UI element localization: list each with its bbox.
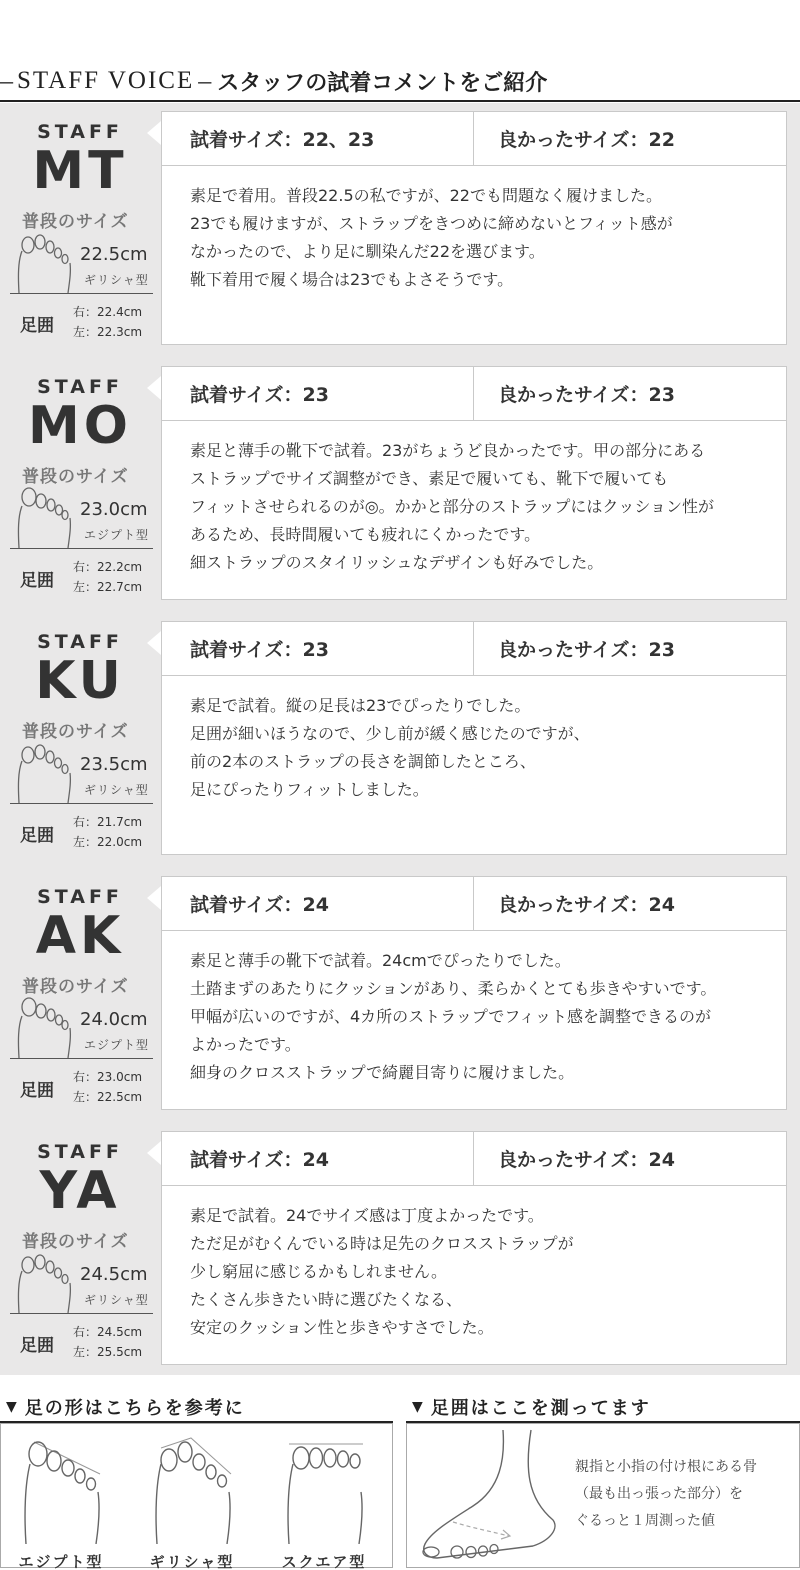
foot-type: エジプト型: [84, 1038, 150, 1052]
comment-bubble: [161, 621, 787, 855]
measure-description: [575, 1454, 757, 1535]
foot-type: エジプト型: [84, 528, 150, 542]
profile-divider: [10, 1313, 153, 1314]
comment-bubble: [161, 111, 787, 345]
comment-line: 素足と薄手の靴下で試着。24cmでぴったりでした。: [190, 951, 571, 970]
comment-line: 土踏まずのあたりにクッションがあり、柔らかくとても歩きやすいです。: [190, 979, 717, 998]
size-row: [162, 877, 786, 931]
staff-card: [0, 358, 800, 594]
profile-divider: [10, 293, 153, 294]
comment-line: ストラップでサイズ調整ができ、素足で履いても、靴下で履いても: [190, 469, 669, 488]
staff-comment: [190, 437, 780, 577]
bubble-tail: [147, 121, 161, 145]
heading-title-jp: スタッフの試着コメントをご紹介: [217, 70, 548, 96]
shape-label: エジプト型: [18, 1553, 104, 1570]
staff-card: [0, 1123, 800, 1359]
staff-initials: MO: [28, 396, 132, 456]
staff-initials: YA: [39, 1161, 121, 1221]
staff-profile: [0, 613, 160, 849]
comment-line: 細身のクロスストラップで綺麗目寄りに履けました。: [190, 1063, 575, 1082]
girth-left: 左：22.5cm: [73, 1090, 143, 1104]
comment-line: 前の2本のストラップの長さを調節したところ、: [190, 752, 536, 771]
girth-label: 足囲: [20, 571, 54, 591]
bubble-tail: [147, 631, 161, 655]
foot-type: ギリシャ型: [84, 783, 149, 797]
comment-line: 甲幅が広いのですが、4カ所のストラップでフィット感を調整できるのが: [190, 1007, 712, 1026]
staff-profile: [0, 868, 160, 1104]
comment-line: 素足と薄手の靴下で試着。23がちょうど良かったです。甲の部分にある: [190, 441, 706, 460]
staff-label: STAFF: [37, 631, 123, 653]
girth-label: 足囲: [20, 1081, 54, 1101]
tried-size: 試着サイズ：24: [162, 1132, 474, 1185]
girth-label: 足囲: [20, 1336, 54, 1356]
triangle-down-icon: ▼: [6, 1399, 19, 1415]
usual-size-value: 22.5cm: [80, 244, 148, 265]
good-size: 良かったサイズ：23: [498, 639, 675, 661]
girth-right: 右：22.2cm: [73, 560, 143, 574]
foot-side-illustration: [413, 1428, 568, 1564]
staff-card: [0, 613, 800, 849]
comment-line: 細ストラップのスタイリッシュなデザインも好みでした。: [190, 553, 604, 572]
good-size: 良かったサイズ：22: [498, 129, 675, 151]
tried-size: 試着サイズ：23: [162, 367, 474, 420]
heading-dash-left: –: [0, 66, 13, 95]
size-row: [162, 367, 786, 421]
usual-size-value: 24.5cm: [80, 1264, 148, 1285]
section-heading: [0, 62, 800, 102]
comment-bubble: [161, 1131, 787, 1365]
foot-shapes-title: 足の形はこちらを参考に: [24, 1398, 245, 1419]
square-shape: [269, 1434, 379, 1569]
girth-right: 右：21.7cm: [73, 815, 143, 829]
size-row: [162, 622, 786, 676]
usual-size-value: 23.5cm: [80, 754, 148, 775]
staff-initials: KU: [35, 651, 125, 711]
comment-line: 素足で着用。普段22.5の私ですが、22でも問題なく履けました。: [190, 186, 662, 205]
tried-size: 試着サイズ：23: [162, 622, 474, 675]
girth-label: 足囲: [20, 826, 54, 846]
measure-line: ぐるっと１周測った値: [575, 1513, 715, 1529]
egyptian-foot-icon: [14, 486, 74, 548]
shape-label: スクエア型: [281, 1553, 367, 1570]
comment-line: 素足で試着。縦の足長は23でぴったりでした。: [190, 696, 531, 715]
comment-bubble: [161, 876, 787, 1110]
bubble-tail: [147, 376, 161, 400]
usual-size-label: 普段のサイズ: [22, 977, 129, 997]
foot-type: ギリシャ型: [84, 273, 149, 287]
staff-comment: [190, 692, 780, 804]
greek-foot-icon: [14, 231, 74, 293]
usual-size-label: 普段のサイズ: [22, 1232, 129, 1252]
staff-comment: [190, 182, 780, 294]
profile-divider: [10, 1058, 153, 1059]
profile-divider: [10, 548, 153, 549]
comment-line: 足囲が細いほうなので、少し前が緩く感じたのですが、: [190, 724, 590, 743]
girth-label: 足囲: [20, 316, 54, 336]
girth-left: 左：25.5cm: [73, 1345, 143, 1359]
measure-line: 親指と小指の付け根にある骨: [575, 1459, 757, 1475]
staff-card: [0, 868, 800, 1104]
size-row: [162, 1132, 786, 1186]
comment-line: 少し窮屈に感じるかもしれません。: [190, 1262, 447, 1281]
tried-size: 試着サイズ：22、23: [162, 112, 474, 165]
girth-left: 左：22.3cm: [73, 325, 143, 339]
comment-line: 素足で試着。24でサイズ感は丁度よかったです。: [190, 1206, 544, 1225]
usual-size-label: 普段のサイズ: [22, 722, 129, 742]
staff-card: [0, 103, 800, 339]
comment-line: 足にぴったりフィットしました。: [190, 780, 429, 799]
usual-size-label: 普段のサイズ: [22, 467, 129, 487]
usual-size-value: 24.0cm: [80, 1009, 148, 1030]
usual-size-value: 23.0cm: [80, 499, 148, 520]
comment-line: 23でも履けますが、ストラップをきつめに締めないとフィット感が: [190, 214, 673, 233]
staff-profile: [0, 358, 160, 594]
greek-foot-icon: [14, 741, 74, 803]
staff-list: [0, 103, 800, 1375]
staff-label: STAFF: [37, 376, 123, 398]
staff-profile: [0, 103, 160, 339]
staff-initials: MT: [32, 141, 128, 201]
comment-line: あるため、長時間履いても疲れにくかったです。: [190, 525, 541, 544]
comment-line: 安定のクッション性と歩きやすさでした。: [190, 1318, 494, 1337]
bubble-tail: [147, 886, 161, 910]
girth-left: 左：22.0cm: [73, 835, 143, 849]
heading-dash-right: –: [198, 66, 212, 95]
good-size: 良かったサイズ：24: [498, 894, 675, 916]
foot-shapes-box: [0, 1423, 393, 1568]
measure-heading: [406, 1393, 800, 1423]
tried-size: 試着サイズ：24: [162, 877, 474, 930]
girth-right: 右：24.5cm: [73, 1325, 143, 1339]
staff-comment: [190, 947, 780, 1087]
girth-right: 右：22.4cm: [73, 305, 143, 319]
foot-shapes-heading: [0, 1393, 393, 1423]
staff-profile: [0, 1123, 160, 1359]
shape-label: ギリシャ型: [149, 1553, 235, 1570]
staff-label: STAFF: [37, 886, 123, 908]
measure-title: 足囲はここを測ってます: [430, 1398, 651, 1419]
foot-type: ギリシャ型: [84, 1293, 149, 1307]
egyptian-shape: [6, 1434, 116, 1569]
greek-shape: [137, 1434, 247, 1569]
comment-line: 靴下着用で履く場合は23でもよさそうです。: [190, 270, 514, 289]
staff-comment: [190, 1202, 780, 1342]
good-size: 良かったサイズ：24: [498, 1149, 675, 1171]
comment-line: なかったので、より足に馴染んだ22を選びます。: [190, 242, 545, 261]
usual-size-label: 普段のサイズ: [22, 212, 129, 232]
comment-bubble: [161, 366, 787, 600]
profile-divider: [10, 803, 153, 804]
greek-foot-icon: [14, 1251, 74, 1313]
girth-right: 右：23.0cm: [73, 1070, 143, 1084]
staff-label: STAFF: [37, 1141, 123, 1163]
heading-title-en: STAFF VOICE: [17, 67, 195, 94]
girth-left: 左：22.7cm: [73, 580, 143, 594]
measure-box: [406, 1423, 800, 1568]
triangle-down-icon: ▼: [412, 1399, 425, 1415]
egyptian-foot-icon: [14, 996, 74, 1058]
comment-line: たくさん歩きたい時に選びたくなる、: [190, 1290, 463, 1309]
good-size: 良かったサイズ：23: [498, 384, 675, 406]
size-row: [162, 112, 786, 166]
comment-line: フィットさせられるのが◎。かかと部分のストラップにはクッション性が: [190, 497, 715, 516]
greek-foot-illustration: [147, 1434, 237, 1544]
staff-label: STAFF: [37, 121, 123, 143]
bubble-tail: [147, 1141, 161, 1165]
egyptian-foot-illustration: [16, 1434, 106, 1544]
comment-line: よかったです。: [190, 1035, 301, 1054]
staff-initials: AK: [35, 906, 125, 966]
comment-line: ただ足がむくんでいる時は足先のクロスストラップが: [190, 1234, 574, 1253]
measure-line: （最も出っ張った部分）を: [575, 1486, 743, 1502]
square-foot-illustration: [279, 1434, 369, 1544]
